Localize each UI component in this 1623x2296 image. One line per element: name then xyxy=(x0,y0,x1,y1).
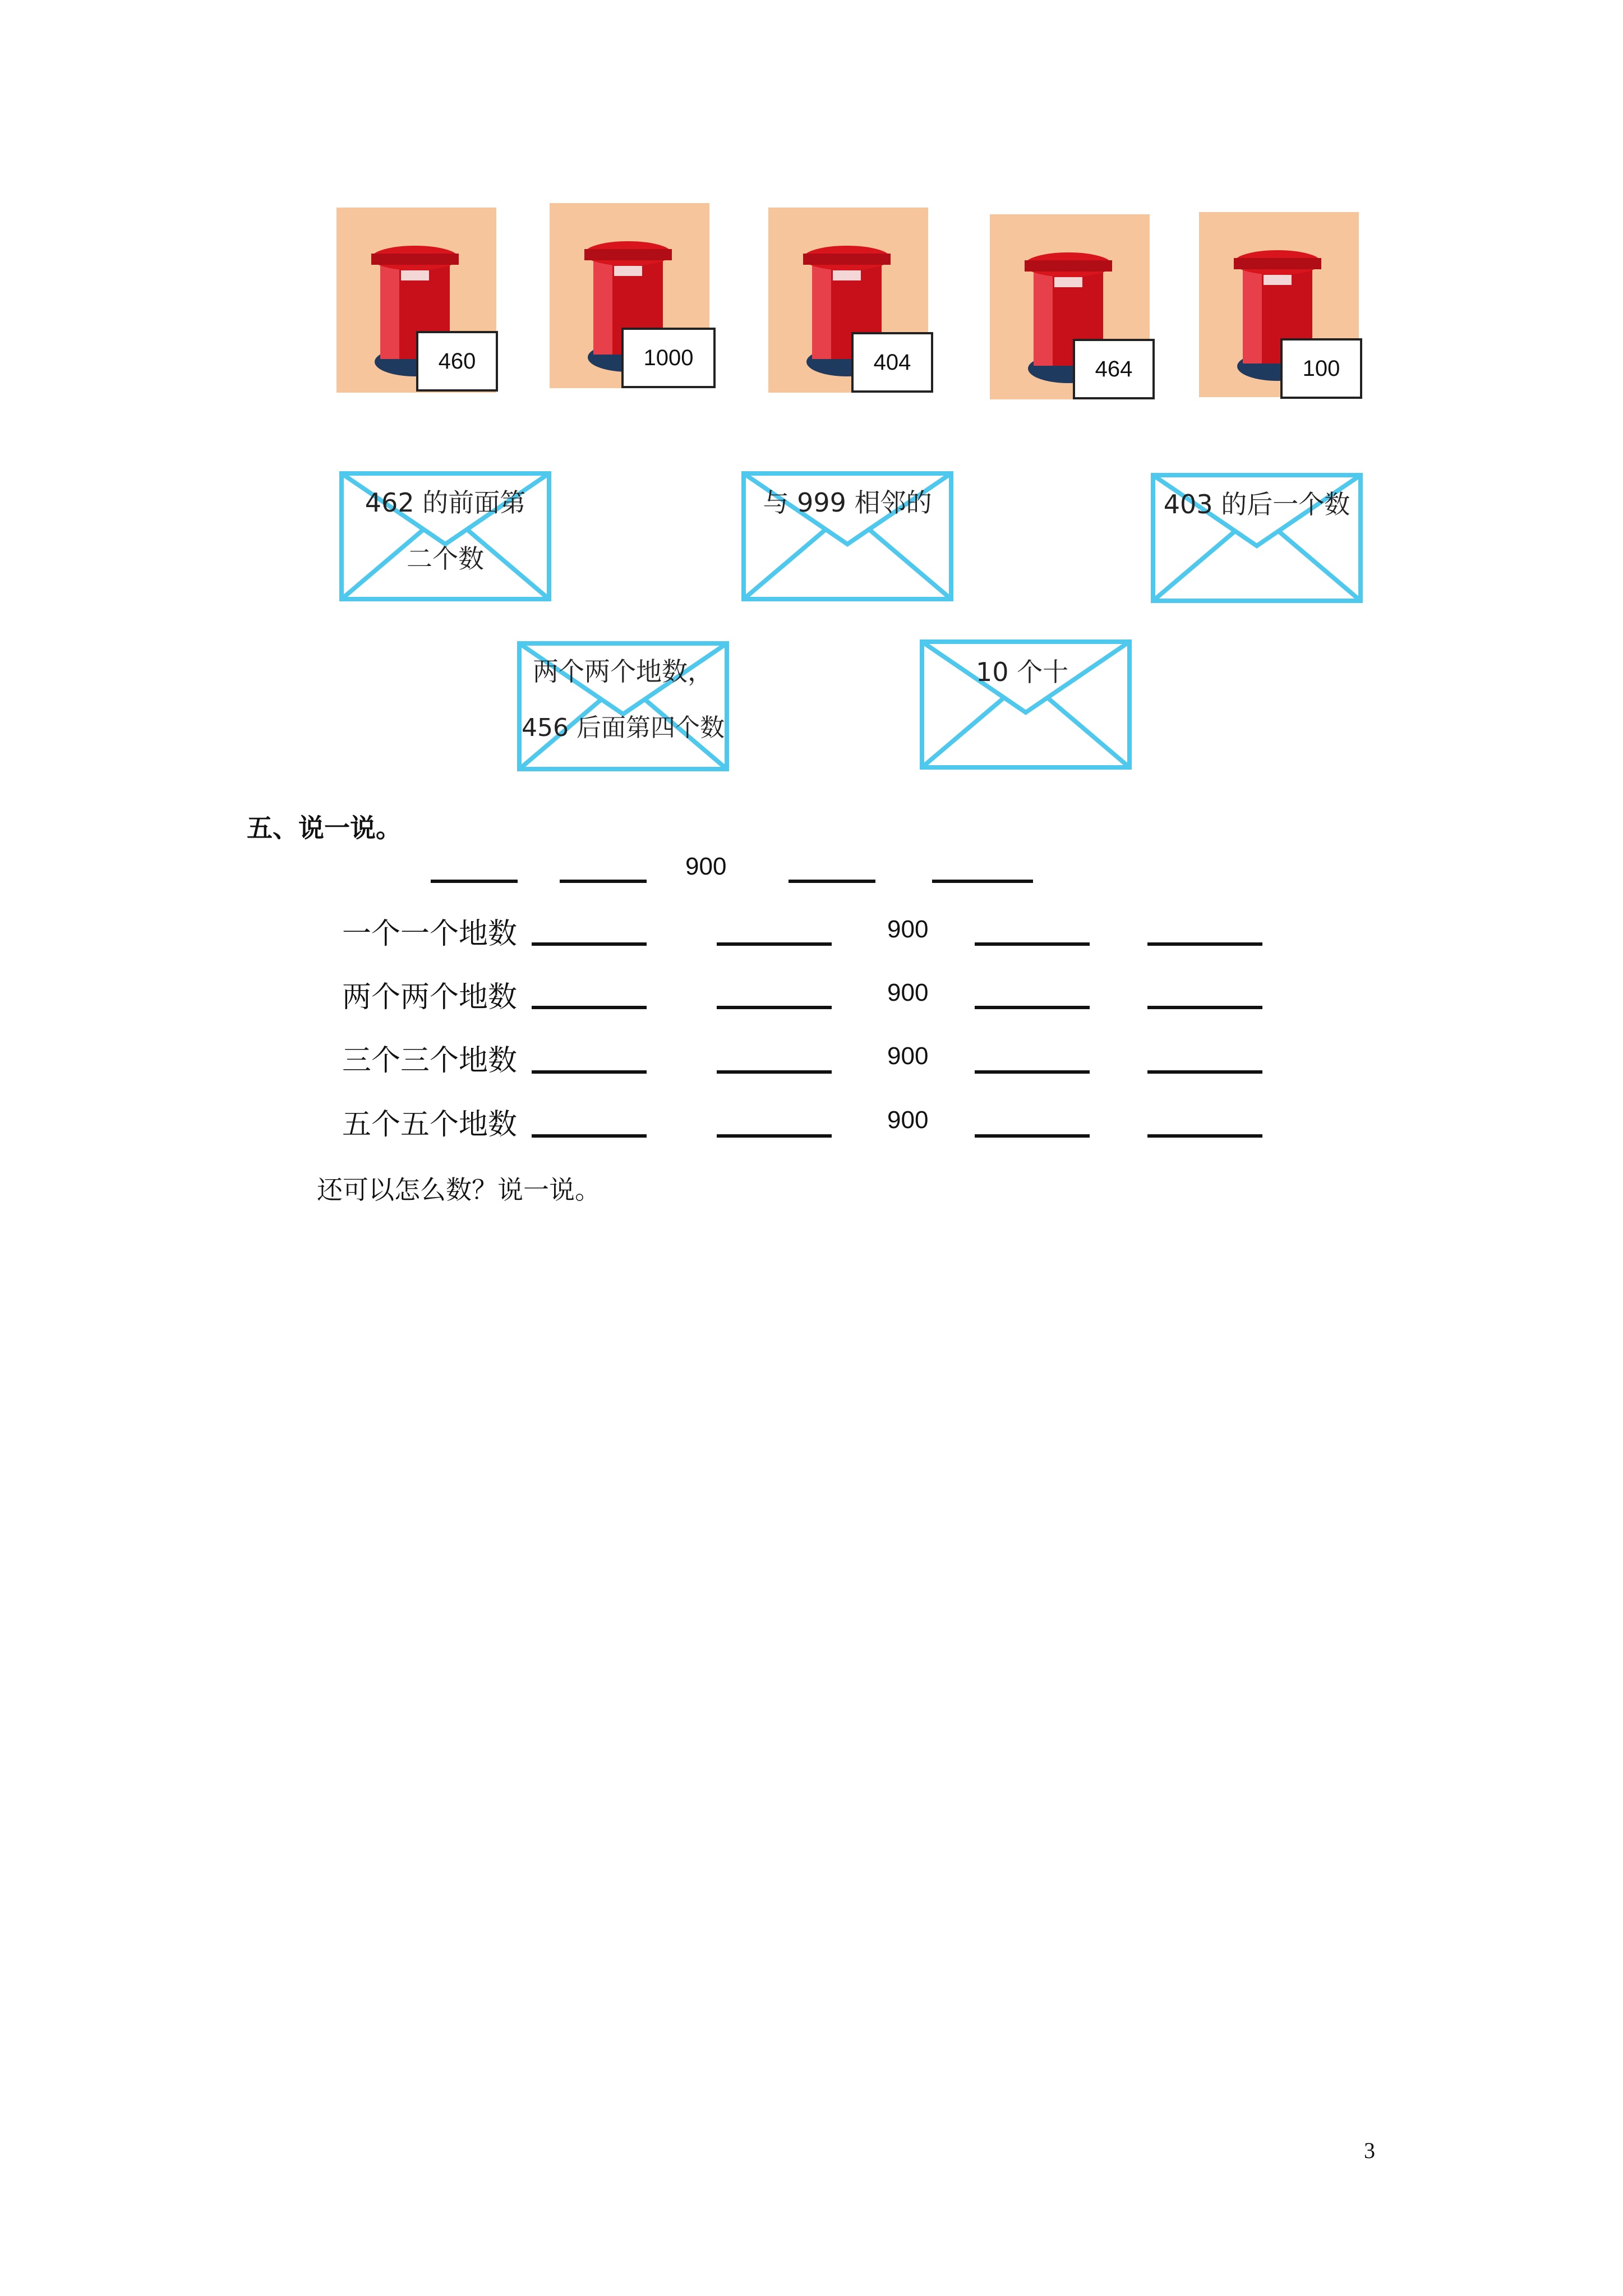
blank-line xyxy=(1147,1006,1262,1009)
envelope-text-line1: 403 的后一个数 xyxy=(1163,489,1350,519)
blank-line xyxy=(717,1006,832,1009)
envelope-4 xyxy=(517,641,729,771)
row-label: 两个两个地数 xyxy=(342,981,518,1014)
blank-line xyxy=(717,942,832,946)
blank-line xyxy=(560,880,647,883)
row-label: 三个三个地数 xyxy=(342,1044,518,1078)
envelope-text-line1: 462 的前面第 xyxy=(365,487,526,518)
page-number: 3 xyxy=(1364,2138,1375,2163)
envelope-2 xyxy=(741,471,953,601)
blank-line xyxy=(1147,942,1262,946)
mailbox-card-2 xyxy=(550,203,709,388)
blank-line xyxy=(975,942,1090,946)
mailbox-number: 1000 xyxy=(621,328,716,388)
blank-line xyxy=(789,880,875,883)
envelope-text-line2: 456 后面第四个数 xyxy=(522,714,725,742)
mailbox-number: 100 xyxy=(1280,338,1362,399)
section-heading: 五、说一说。 xyxy=(247,813,402,843)
envelope-text-line1: 10 个十 xyxy=(976,657,1069,687)
blank-line xyxy=(532,942,647,946)
blank-line xyxy=(431,880,518,883)
row-label: 五个五个地数 xyxy=(342,1108,518,1142)
blank-line xyxy=(717,1070,832,1074)
prompt-text: 还可以怎么数？说一说。 xyxy=(317,1175,601,1205)
mailbox-card-5 xyxy=(1199,212,1359,397)
mailbox-number: 460 xyxy=(416,331,498,392)
blank-line xyxy=(532,1134,647,1138)
blank-line xyxy=(932,880,1033,883)
envelope-1 xyxy=(339,471,551,601)
blank-line xyxy=(975,1070,1090,1074)
envelope-5 xyxy=(920,639,1132,770)
center-number: 900 xyxy=(887,915,929,943)
envelope-text-line1: 与 999 相邻的 xyxy=(763,487,932,518)
center-number: 900 xyxy=(685,853,727,880)
blank-line xyxy=(975,1134,1090,1138)
center-number: 900 xyxy=(887,1042,929,1070)
mailbox-card-3 xyxy=(768,208,928,393)
center-number: 900 xyxy=(887,1106,929,1134)
mailbox-card-4 xyxy=(990,214,1150,399)
envelope-text-line1: 两个两个地数， xyxy=(533,656,713,687)
envelope-3 xyxy=(1151,473,1363,603)
blank-line xyxy=(717,1134,832,1138)
mailbox-number: 404 xyxy=(851,332,933,393)
row-label: 一个一个地数 xyxy=(342,917,518,951)
blank-line xyxy=(532,1006,647,1009)
center-number: 900 xyxy=(887,979,929,1006)
mailbox-number: 464 xyxy=(1073,339,1155,399)
blank-line xyxy=(975,1006,1090,1009)
blank-line xyxy=(532,1070,647,1074)
mailbox-card-1 xyxy=(336,208,496,393)
envelope-text-line2: 二个数 xyxy=(407,544,484,574)
blank-line xyxy=(1147,1070,1262,1074)
blank-line xyxy=(1147,1134,1262,1138)
